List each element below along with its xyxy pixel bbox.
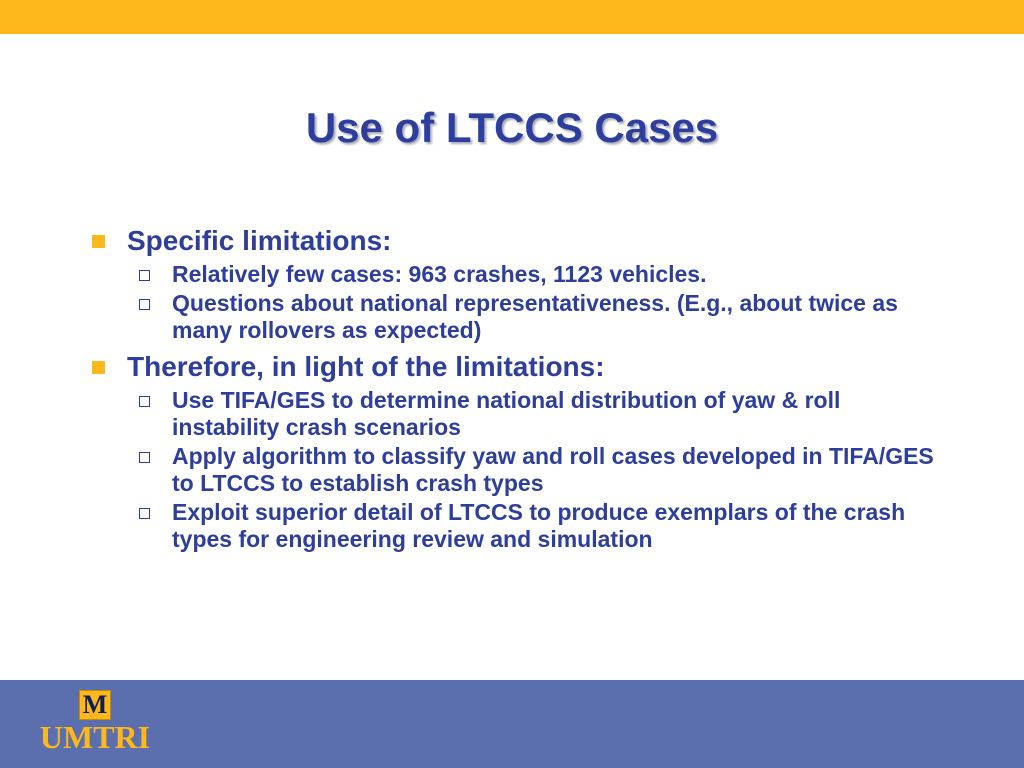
section-heading-therefore — [90, 350, 950, 383]
list-item-text: Relatively few cases: 963 crashes, 1123 vehicles. — [172, 261, 707, 287]
hollow-square-bullet-icon — [139, 299, 150, 310]
section-heading-text: Therefore, in light of the limitations: — [127, 351, 605, 382]
list-item — [90, 443, 950, 497]
list-item-text: Questions about national representativeness. (E.g., about twice as many rollovers as expected) — [172, 290, 898, 343]
section-heading-limitations — [90, 224, 950, 257]
block-m-icon — [79, 690, 111, 720]
logo-mark: M — [82, 690, 108, 719]
slide-content — [90, 224, 950, 559]
list-item-text: Exploit superior detail of LTCCS to produce exemplars of the crash types for engineering review and simulation — [172, 499, 906, 552]
hollow-square-bullet-icon — [139, 508, 150, 519]
hollow-square-bullet-icon — [139, 270, 150, 281]
section-heading-text: Specific limitations: — [127, 225, 392, 256]
actions-list — [90, 387, 950, 553]
square-bullet-icon — [92, 361, 105, 374]
top-accent-bar — [0, 0, 1024, 34]
list-item-text: Use TIFA/GES to determine national distribution of yaw & roll instability crash scenarios — [172, 387, 841, 440]
list-item — [90, 261, 950, 288]
slide-title: Use of LTCCS Cases — [305, 104, 719, 151]
logo-text: UMTRI — [39, 719, 151, 755]
square-bullet-icon — [92, 235, 105, 248]
list-item — [90, 387, 950, 441]
list-item-text: Apply algorithm to classify yaw and roll cases developed in TIFA/GES to LTCCS to establish crash types — [172, 443, 934, 496]
list-item — [90, 290, 950, 344]
limitations-list — [90, 261, 950, 344]
hollow-square-bullet-icon — [139, 452, 150, 463]
list-item — [90, 499, 950, 553]
hollow-square-bullet-icon — [139, 396, 150, 407]
umtri-logo — [35, 690, 155, 756]
